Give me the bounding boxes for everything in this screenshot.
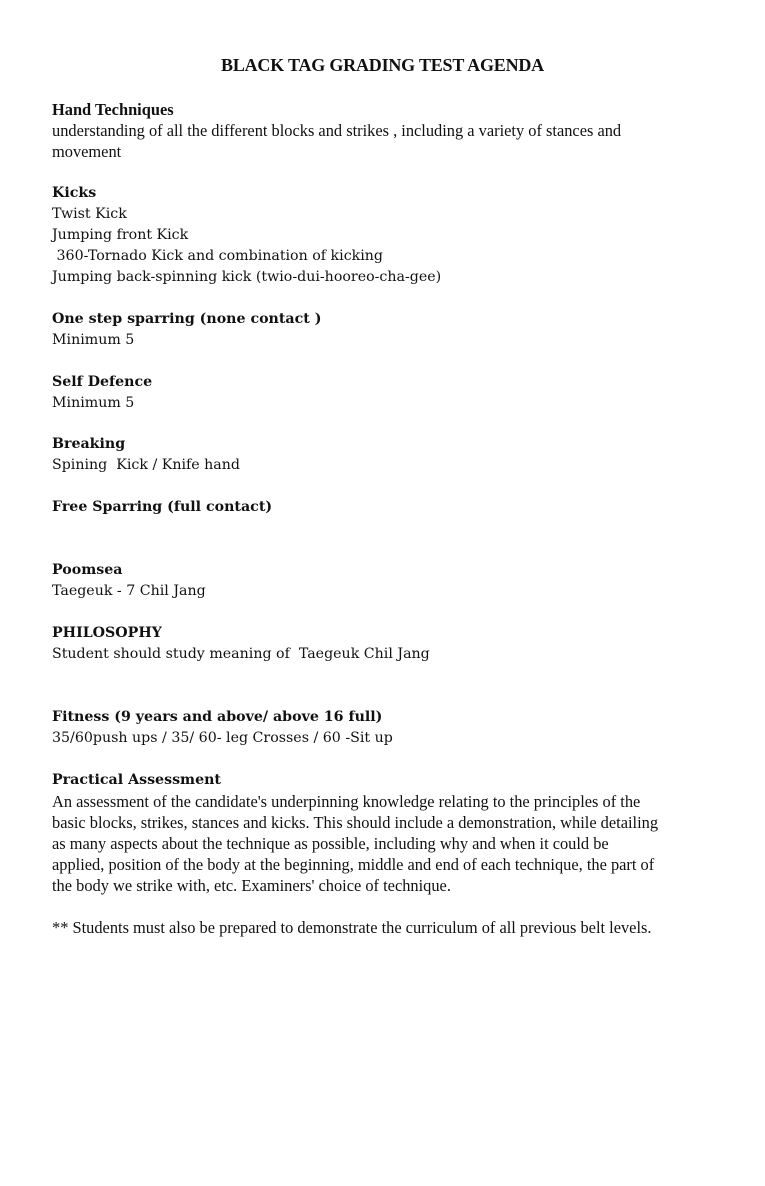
- document-title: BLACK TAG GRADING TEST AGENDA: [221, 55, 544, 75]
- section-heading-one-step-sparring: One step sparring (none contact ): [52, 311, 322, 327]
- section-heading-fitness: Fitness (9 years and above/ above 16 full): [52, 709, 383, 725]
- section-heading-kicks: Kicks: [52, 185, 97, 201]
- section-heading-free-sparring: Free Sparring (full contact): [52, 499, 273, 515]
- practical-assessment-text-3: as many aspects about the technique as possible, including why and when it could be: [52, 834, 609, 853]
- breaking-text: Spining Kick / Knife hand: [52, 457, 240, 473]
- kick-item: Jumping back-spinning kick (twio-dui-hooreo-cha-gee): [52, 269, 442, 285]
- section-heading-poomsea: Poomsea: [52, 562, 123, 578]
- hand-techniques-text-1: understanding of all the different blocks and strikes , including a variety of stances and: [52, 121, 622, 140]
- fitness-text: 35/60push ups / 35/ 60- leg Crosses / 60 -Sit up: [52, 730, 393, 746]
- philosophy-text: Student should study meaning of Taegeuk Chil Jang: [52, 646, 430, 662]
- section-heading-self-defence: Self Defence: [52, 374, 153, 390]
- practical-assessment-text-5: the body we strike with, etc. Examiners' choice of technique.: [52, 876, 451, 895]
- kick-item: Jumping front Kick: [52, 227, 189, 243]
- kick-item: 360-Tornado Kick and combination of kicking: [52, 248, 383, 264]
- section-heading-hand-techniques: Hand Techniques: [52, 100, 174, 119]
- poomsea-text: Taegeuk - 7 Chil Jang: [52, 583, 206, 599]
- practical-assessment-text-2: basic blocks, strikes, stances and kicks. This should include a demonstration, while detailing: [52, 813, 659, 832]
- self-defence-text: Minimum 5: [52, 395, 135, 411]
- kick-item: Twist Kick: [52, 206, 127, 222]
- hand-techniques-text-2: movement: [52, 142, 122, 161]
- practical-assessment-text-4: applied, position of the body at the beginning, middle and end of each technique, the part of: [52, 855, 655, 874]
- section-heading-philosophy: PHILOSOPHY: [52, 625, 162, 641]
- previous-belt-note: ** Students must also be prepared to demonstrate the curriculum of all previous belt levels.: [52, 918, 652, 937]
- practical-assessment-text-1: An assessment of the candidate's underpinning knowledge relating to the principles of the: [52, 792, 641, 811]
- one-step-sparring-text: Minimum 5: [52, 332, 135, 348]
- section-heading-practical-assessment: Practical Assessment: [52, 772, 221, 788]
- section-heading-breaking: Breaking: [52, 436, 126, 452]
